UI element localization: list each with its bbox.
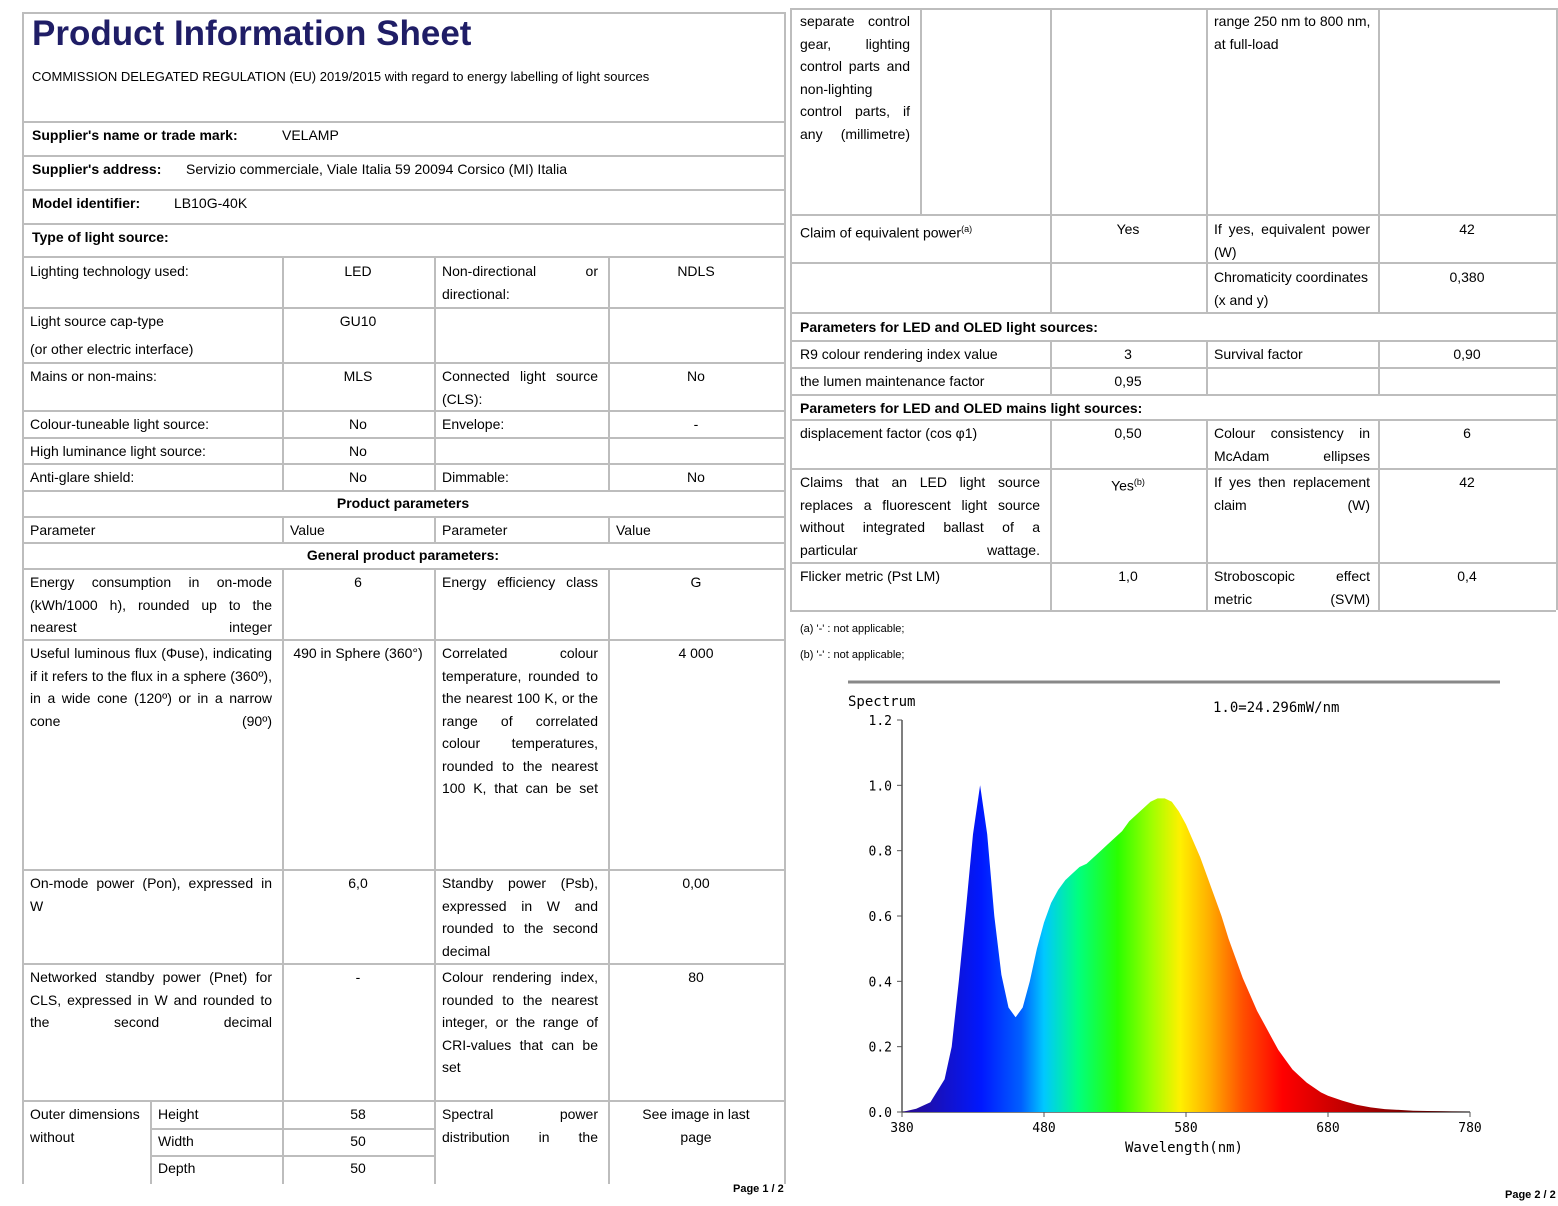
flux-label: Useful luminous flux (Φuse), indicating if it refers to the flux in a sphere (360º), in a wide cone (120º) or in a narrow cone (90º)	[30, 645, 272, 729]
standby-label: Standby power (Psb), expressed in W and rounded to the second decimal	[442, 875, 598, 959]
footnote-a: (a) '-' : not applicable;	[800, 623, 905, 635]
model-value: LB10G-40K	[174, 195, 248, 211]
hl-label: High luminance light source:	[30, 443, 206, 459]
chroma-label: Chromaticity coordinates (x and y)	[1214, 269, 1369, 308]
equiv-w-value: 42	[1459, 221, 1475, 237]
supplier-name-value: VELAMP	[282, 127, 339, 143]
tech-value: LED	[344, 263, 372, 279]
chroma-value: 0,380	[1449, 269, 1485, 285]
claims-value: Yes$^{(b)}$	[1111, 477, 1145, 494]
envelope-value: -	[693, 416, 699, 432]
lumen-maint-value: 0,95	[1114, 373, 1142, 389]
product-params-heading: Product parameters	[336, 495, 470, 511]
height-value: 58	[350, 1106, 366, 1122]
strobo-value: 0,4	[1457, 568, 1477, 584]
x-axis-label: Wavelength(nm)	[1124, 1140, 1244, 1156]
cls-value: No	[687, 368, 705, 384]
energy-label: Energy consumption in on-mode (kWh/1000 h), rounded up to the nearest integer	[30, 574, 272, 635]
mains-value: MLS	[343, 368, 373, 384]
spd-label: Spectral power distribution in the	[442, 1106, 598, 1145]
cap-value: GU10	[339, 313, 377, 329]
outer-dim-label: Outer dimensions without	[30, 1106, 140, 1145]
cri-label: Colour rendering index, rounded to the nearest integer, or the range of CRI-values that can be set	[442, 969, 598, 1075]
mains-label: Mains or non-mains:	[30, 368, 157, 384]
width-value: 50	[350, 1133, 366, 1149]
r9-value: 3	[1124, 346, 1132, 362]
footnote-b: (b) '-' : not applicable;	[800, 649, 905, 661]
standby-value: 0,00	[682, 875, 710, 891]
chart-scale-note: 1.0=24.296mW/nm	[1213, 700, 1340, 716]
x-tick-label: 480	[1032, 1121, 1056, 1136]
y-tick-label: 1.0	[868, 779, 892, 795]
cct-value: 4 000	[678, 645, 714, 661]
spectrum-chart	[780, 670, 1540, 1170]
spd-value: See image in last page	[642, 1106, 750, 1145]
cap-label: Light source cap-type	[30, 313, 164, 329]
lumen-maint-label: the lumen maintenance factor	[800, 373, 985, 389]
claims-label: Claims that an LED light source replaces a fluorescent light source without integrated ballast of a particular wattage.	[800, 474, 1040, 558]
continued-range: range 250 nm to 800 nm, at full-load	[1214, 13, 1371, 52]
cap-label-2: (or other electric interface)	[30, 341, 194, 357]
nondir-value: NDLS	[677, 263, 715, 279]
envelope-label: Envelope:	[442, 416, 505, 432]
type-label: Type of light source:	[32, 229, 169, 245]
y-tick-label: 0.8	[868, 844, 892, 860]
col-value-2: Value	[616, 522, 651, 538]
supplier-address-value: Servizio commerciale, Viale Italia 59 20094 Corsico (MI) Italia	[186, 161, 568, 177]
dimmable-label: Dimmable:	[442, 469, 509, 485]
colour-consistency-value: 6	[1463, 425, 1471, 441]
col-parameter-1: Parameter	[30, 522, 96, 538]
regulation-text: COMMISSION DELEGATED REGULATION (EU) 2019/2015 with regard to energy labelling of light sources	[32, 69, 650, 84]
tune-label: Colour-tuneable light source:	[30, 416, 209, 432]
displacement-label: displacement factor (cos φ1)	[800, 425, 978, 441]
equiv-label: Claim of equivalent power$^{(a)}$	[800, 224, 973, 241]
col-value-1: Value	[290, 522, 325, 538]
replacement-label: If yes then replacement claim (W)	[1214, 474, 1370, 513]
spectrum-area	[902, 785, 1470, 1112]
flicker-label: Flicker metric (Pst LM)	[800, 568, 940, 584]
net-standby-value: -	[355, 969, 361, 985]
x-tick-label: 680	[1316, 1121, 1340, 1136]
x-tick-label: 780	[1458, 1121, 1482, 1136]
dimmable-value: No	[687, 469, 705, 485]
mains-section-heading: Parameters for LED and OLED mains light sources:	[800, 400, 1143, 416]
x-tick-label: 380	[890, 1121, 914, 1136]
general-params-heading: General product parameters:	[306, 547, 500, 563]
colour-consistency-label: Colour consistency in McAdam ellipses	[1214, 425, 1370, 464]
depth-value: 50	[350, 1160, 366, 1176]
tune-value: No	[349, 416, 367, 432]
tech-label: Lighting technology used:	[30, 263, 189, 279]
y-tick-label: 0.4	[868, 975, 892, 991]
strobo-label: Stroboscopic effect metric (SVM)	[1214, 568, 1370, 607]
equiv-value: Yes	[1116, 221, 1140, 237]
onpower-value: 6,0	[348, 875, 368, 891]
flux-value: 490 in Sphere (360°)	[293, 645, 423, 661]
hl-value: No	[349, 443, 367, 459]
y-tick-label: 0.6	[868, 910, 892, 925]
width-label: Width	[158, 1133, 194, 1149]
ag-value: No	[349, 469, 367, 485]
cri-value: 80	[688, 969, 704, 985]
height-label: Height	[158, 1106, 199, 1122]
eclass-value: G	[690, 574, 702, 590]
x-tick-label: 580	[1174, 1121, 1198, 1136]
onpower-label: On-mode power (Pon), expressed in W	[30, 875, 272, 914]
replacement-value: 42	[1459, 474, 1475, 490]
survival-label: Survival factor	[1214, 346, 1303, 362]
page-title: Product Information Sheet	[32, 14, 472, 53]
equiv-w-label: If yes, equivalent power (W)	[1214, 221, 1370, 260]
r9-label: R9 colour rendering index value	[800, 346, 998, 362]
supplier-name-label: Supplier's name or trade mark:	[32, 127, 238, 143]
cls-label: Connected light source (CLS):	[442, 368, 598, 407]
flicker-value: 1,0	[1118, 568, 1138, 584]
ag-label: Anti-glare shield:	[30, 469, 135, 485]
y-tick-label: 1.2	[868, 714, 892, 729]
y-tick-label: 0.2	[868, 1040, 892, 1056]
eclass-label: Energy efficiency class	[442, 574, 598, 590]
net-standby-label: Networked standby power (Pnet) for CLS, expressed in W and rounded to the second decimal	[30, 969, 272, 1030]
cct-label: Correlated colour temperature, rounded to the nearest 100 K, or the range of correlated colour temperatures, rounded to the nearest 100 K, that can be set	[442, 645, 598, 796]
page-number-left: Page 1 / 2	[733, 1183, 784, 1195]
survival-value: 0,90	[1453, 346, 1481, 362]
depth-label: Depth	[158, 1160, 196, 1176]
nondir-label: Non-directional or directional:	[442, 263, 598, 302]
led-section-heading: Parameters for LED and OLED light sources:	[800, 319, 1098, 335]
continued-label: separate control gear, lighting control parts and non-lighting control parts, if any (millimetre)	[800, 13, 910, 142]
energy-value: 6	[354, 574, 362, 590]
y-tick-label: 0.0	[868, 1106, 892, 1121]
col-parameter-2: Parameter	[442, 522, 508, 538]
model-label: Model identifier:	[32, 195, 141, 211]
supplier-address-label: Supplier's address:	[32, 161, 162, 177]
displacement-value: 0,50	[1114, 425, 1142, 441]
chart-title: Spectrum	[848, 694, 916, 710]
page-number-right: Page 2 / 2	[1505, 1189, 1556, 1201]
